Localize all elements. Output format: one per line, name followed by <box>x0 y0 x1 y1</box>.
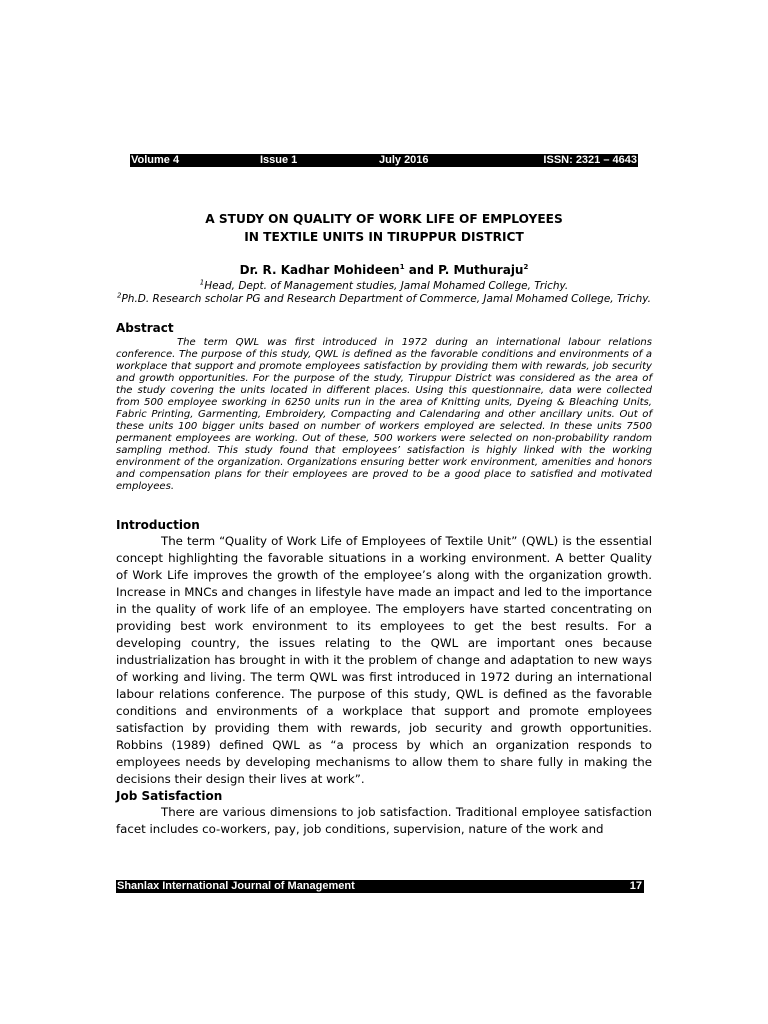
author-connector: and <box>404 263 439 277</box>
affiliation-2-mark: 2 <box>117 291 122 300</box>
title-line-2: IN TEXTILE UNITS IN TIRUPPUR DISTRICT <box>244 230 524 244</box>
affiliation-1 <box>110 280 658 293</box>
issn-label: ISSN: 2321 – 4643 <box>543 154 637 166</box>
volume-label: Volume 4 <box>131 154 180 166</box>
job-satisfaction-text: There are various dimensions to job satisfaction. Traditional employee satisfaction facet includes co-workers, pay, job conditions, supervision, nature of the work and <box>116 805 652 836</box>
affiliation-1-text: Head, Dept. of Management studies, Jamal Mohamed College, Trichy. <box>204 280 569 292</box>
author-1: Dr. R. Kadhar Mohideen <box>239 263 400 277</box>
paper-title <box>120 210 648 246</box>
author-1-mark: 1 <box>399 263 405 271</box>
journal-footer-bar <box>116 880 644 893</box>
author-line <box>120 262 648 278</box>
author-2-mark: 2 <box>523 263 529 271</box>
introduction-heading: Introduction <box>116 518 200 532</box>
issue-label: Issue 1 <box>260 154 298 166</box>
introduction-text: The term “Quality of Work Life of Employees of Textile Unit” (QWL) is the essential concept highlighting the favorable situations in a working environment. A better Quality of Work Life improves the growth of the employee’s along with the organization growth. Increase in MNCs and changes in lifestyle have made an impact and led to the importance in the quality of work life of an employee. The employers have started concentrating on providing best work environment to its employees to get the best results. For a developing country, the issues relating to the QWL are important ones because industrialization has brought in with it the problem of change and adaptation to new ways of working and living. The term QWL was first introduced in 1972 during an international labour relations conference. The purpose of this study, QWL is defined as the favorable conditions and environments of a workplace that support and promote employees satisfaction by providing them with rewards, job security and growth opportunities. Robbins (1989) defined QWL as “a process by which an organization responds to employees needs by developing mechanisms to allow them to share fully in making the decisions their design their lives at work”. <box>116 534 652 786</box>
journal-name: Shanlax International Journal of Management <box>117 880 355 892</box>
author-2: P. Muthuraju <box>438 263 524 277</box>
affiliation-1-mark: 1 <box>199 278 205 287</box>
journal-header-bar <box>130 154 638 167</box>
affiliation-2-text: Ph.D. Research scholar PG and Research Department of Commerce, Jamal Mohamed College, Trichy. <box>121 293 651 305</box>
title-line-1: A STUDY ON QUALITY OF WORK LIFE OF EMPLOYEES <box>205 212 563 226</box>
page-number: 17 <box>629 880 642 892</box>
job-satisfaction-heading: Job Satisfaction <box>116 789 223 803</box>
date-label: July 2016 <box>379 154 429 166</box>
abstract-heading: Abstract <box>116 321 174 335</box>
abstract-text: The term QWL was first introduced in 1972 during an international labour relations conference. The purpose of this study, QWL is defined as the favorable conditions and environments of a workplace that support and promote employees satisfaction by providing them with rewards, job security and growth opportunities. For the purpose of the study, Tiruppur District was considered as the area of the study covering the units located in different places. Using this questionnaire, data were collected from 500 employee sworking in 6250 units run in the area of Knitting units, Dyeing & Bleaching Units, Fabric Printing, Garmenting, Embroidery, Compacting and Calendaring and other ancillary units. Out of these units 100 bigger units based on number of workers employed are selected. In these units 7500 permanent employees are working. Out of these, 500 workers were selected on non-probability random sampling method. This study found that employees’ satisfaction is highly linked with the working environment of the organization. Organizations ensuring better work environment, amenities and honors and compensation plans for their employees are proved to be a good place to satisfied and motivated employees. <box>116 337 652 492</box>
affiliation-2 <box>110 293 658 306</box>
